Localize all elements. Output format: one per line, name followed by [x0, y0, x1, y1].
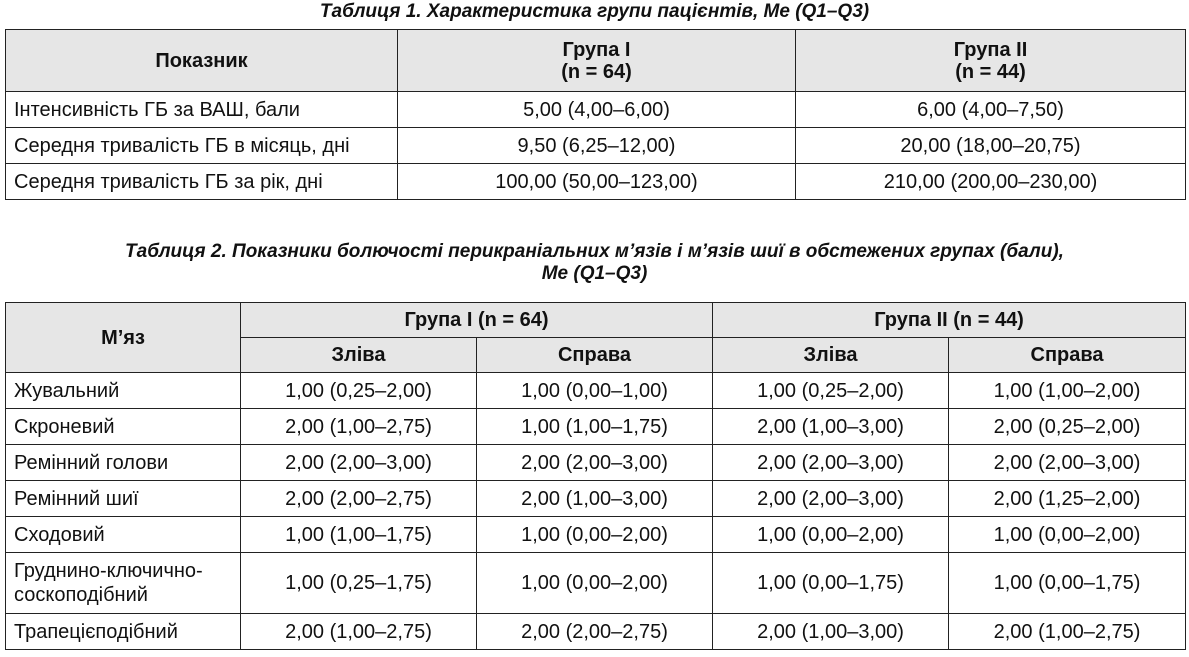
cell-group2-left: 2,00 (1,00–3,00) — [713, 409, 949, 445]
cell-group2-left: 1,00 (0,00–1,75) — [713, 553, 949, 614]
cell-group2-left: 2,00 (1,00–3,00) — [713, 614, 949, 650]
row-label — [6, 553, 241, 614]
cell-group1-right: 1,00 (0,00–1,00) — [477, 373, 713, 409]
muscle-tenderness-table — [5, 302, 1186, 650]
header-group1-name: Група І — [562, 38, 631, 61]
row-label: Ремінний голови — [6, 445, 241, 481]
cell-group1-left: 1,00 (0,25–1,75) — [241, 553, 477, 614]
row-label: Інтенсивність ГБ за ВАШ, бали — [6, 92, 398, 128]
header-group2: Група ІІ (n = 44) — [713, 303, 1186, 338]
cell-group2-right: 1,00 (0,00–2,00) — [949, 517, 1186, 553]
table2-caption — [0, 241, 1189, 285]
patient-characteristics-table — [5, 29, 1186, 200]
row-label: Сходовий — [6, 517, 241, 553]
table-row — [6, 409, 1186, 445]
cell-group2-left: 2,00 (2,00–3,00) — [713, 445, 949, 481]
table2-caption-line2: Me (Q1–Q3) — [541, 263, 648, 284]
row-label: Середня тривалість ГБ за рік, дні — [6, 164, 398, 200]
row-label: Середня тривалість ГБ в місяць, дні — [6, 128, 398, 164]
header-group2-n: (n = 44) — [955, 60, 1026, 83]
cell-group1-left: 1,00 (1,00–1,75) — [241, 517, 477, 553]
cell-group1-right: 1,00 (1,00–1,75) — [477, 409, 713, 445]
cell-group2-right: 2,00 (2,00–3,00) — [949, 445, 1186, 481]
header-group1-left: Зліва — [241, 338, 477, 373]
row-label-line2: соскоподібний — [14, 584, 148, 606]
cell-group1-right: 2,00 (1,00–3,00) — [477, 481, 713, 517]
cell-group1-left: 2,00 (2,00–2,75) — [241, 481, 477, 517]
cell-group1: 5,00 (4,00–6,00) — [398, 92, 796, 128]
table-header-row — [6, 30, 1186, 92]
cell-group1-left: 2,00 (1,00–2,75) — [241, 614, 477, 650]
header-group1-n: (n = 64) — [561, 60, 632, 83]
table-row — [6, 373, 1186, 409]
cell-group2-left: 1,00 (0,00–2,00) — [713, 517, 949, 553]
table-header-row — [6, 303, 1186, 338]
table-row — [6, 517, 1186, 553]
table1-caption: Таблиця 1. Характеристика групи пацієнтів, Me (Q1–Q3) — [319, 1, 870, 22]
header-group1-right: Справа — [477, 338, 713, 373]
cell-group1-left: 1,00 (0,25–2,00) — [241, 373, 477, 409]
row-label: Скроневий — [6, 409, 241, 445]
table-row — [6, 553, 1186, 614]
row-label: Ремінний шиї — [6, 481, 241, 517]
table-row — [6, 481, 1186, 517]
table2-caption-line1: Таблиця 2. Показники болючості перикраніальних м’язів і м’язів шиї в обстежених групах (бали), — [125, 241, 1064, 262]
table-row — [6, 164, 1186, 200]
header-group2-name: Група ІІ — [953, 38, 1028, 61]
cell-group2-right: 2,00 (1,00–2,75) — [949, 614, 1186, 650]
header-group1 — [398, 30, 796, 92]
cell-group1-right: 2,00 (2,00–2,75) — [477, 614, 713, 650]
cell-group2: 210,00 (200,00–230,00) — [796, 164, 1186, 200]
cell-group1-right: 2,00 (2,00–3,00) — [477, 445, 713, 481]
cell-group2-right: 2,00 (0,25–2,00) — [949, 409, 1186, 445]
header-muscle: М’яз — [6, 303, 241, 373]
cell-group2-left: 2,00 (2,00–3,00) — [713, 481, 949, 517]
cell-group2-right: 2,00 (1,25–2,00) — [949, 481, 1186, 517]
row-label-line1: Груднино-ключично- — [14, 560, 203, 582]
table-row — [6, 445, 1186, 481]
cell-group2: 20,00 (18,00–20,75) — [796, 128, 1186, 164]
cell-group1-right: 1,00 (0,00–2,00) — [477, 517, 713, 553]
header-indicator: Показник — [6, 30, 398, 92]
cell-group2-right: 1,00 (0,00–1,75) — [949, 553, 1186, 614]
cell-group1-right: 1,00 (0,00–2,00) — [477, 553, 713, 614]
cell-group2-right: 1,00 (1,00–2,00) — [949, 373, 1186, 409]
cell-group2: 6,00 (4,00–7,50) — [796, 92, 1186, 128]
cell-group1: 9,50 (6,25–12,00) — [398, 128, 796, 164]
table-row — [6, 614, 1186, 650]
header-group2 — [796, 30, 1186, 92]
cell-group1-left: 2,00 (2,00–3,00) — [241, 445, 477, 481]
row-label: Трапецієподібний — [6, 614, 241, 650]
table-row — [6, 92, 1186, 128]
row-label: Жувальний — [6, 373, 241, 409]
header-group2-right: Справа — [949, 338, 1186, 373]
cell-group1-left: 2,00 (1,00–2,75) — [241, 409, 477, 445]
header-group2-left: Зліва — [713, 338, 949, 373]
table-row — [6, 128, 1186, 164]
cell-group2-left: 1,00 (0,25–2,00) — [713, 373, 949, 409]
header-group1: Група І (n = 64) — [241, 303, 713, 338]
cell-group1: 100,00 (50,00–123,00) — [398, 164, 796, 200]
